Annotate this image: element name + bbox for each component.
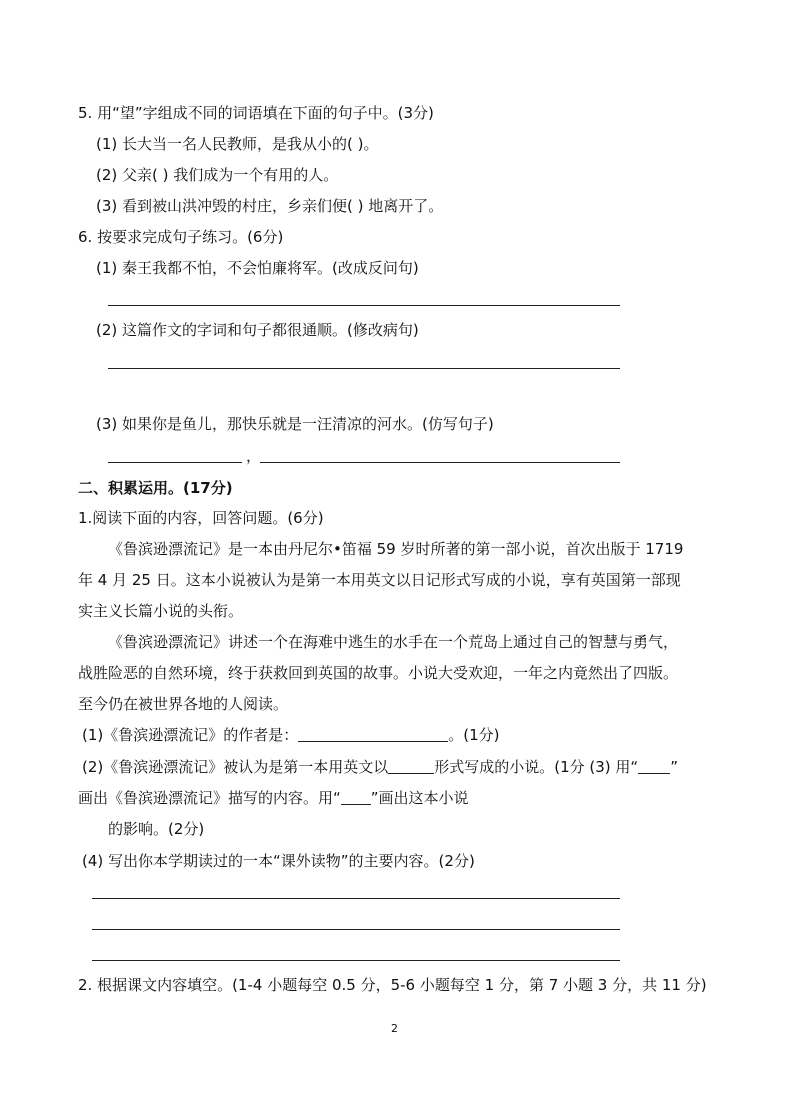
passage-p2-line-3: 至今仍在被世界各地的人阅读。 [78, 695, 289, 713]
passage-p2-line-1: 《鲁滨逊漂流记》讲述一个在海难中逃生的水手在一个荒岛上通过自己的智慧与勇气， [108, 633, 679, 651]
passage-p1-line-3: 实主义长篇小说的头衔。 [78, 602, 244, 620]
q6-sentence-2: (2) 这篇作文的字词和句子都很通顺。(修改病句) [96, 321, 419, 339]
q1-sub-3-text: 画出《鲁滨逊漂流记》描写的内容。用“ [78, 789, 341, 807]
q6-answer-line-1[interactable] [108, 305, 620, 306]
q1-sub-1 [82, 725, 500, 745]
q1-sub-4: (4) 写出你本学期读过的一本“课外读物”的主要内容。(2分) [82, 852, 475, 870]
page-number: 2 [391, 1022, 398, 1035]
q1-sub-2-text-b: 形式写成的小说。(1分 (3) 用“ [434, 758, 639, 776]
q5-sentence-1: (1) 长大当一名人民教师，是我从小的( )。 [96, 135, 379, 153]
q5-sentence-2: (2) 父亲( ) 我们成为一个有用的人。 [96, 166, 339, 184]
q6-answer-line-2[interactable] [108, 368, 620, 369]
q1-sub-3-blank[interactable] [341, 788, 371, 805]
q1-sub-3-continued: 的影响。(2分) [108, 820, 205, 838]
passage-p1-line-2: 年 4 月 25 日。这本小说被认为是第一本用英文以日记形式写成的小说，享有英国第一部现 [78, 571, 681, 589]
q6-sentence-3: (3) 如果你是鱼儿，那快乐就是一汪清凉的河水。(仿写句子) [96, 415, 494, 433]
q1-answer-line-3[interactable] [92, 960, 620, 961]
q2-title: 2. 根据课文内容填空。(1-4 小题每空 0.5 分，5-6 小题每空 1 分，第 7 小题 3 分，共 11 分) [78, 976, 707, 994]
q1-sub-3 [78, 788, 469, 808]
q6-sentence-1: (1) 秦王我都不怕，不会怕廉将军。(改成反问句) [96, 259, 419, 277]
q1-sub-2-blank[interactable] [388, 757, 434, 774]
q1-sub-3-text-b: ”画出这本小说 [370, 789, 469, 807]
q6-answer-line-3b[interactable] [260, 462, 620, 463]
q1-sub-1-text: (1)《鲁滨逊漂流记》的作者是： [82, 726, 299, 744]
q1-sub-1-blank[interactable] [298, 725, 448, 742]
passage-p2-line-2: 战胜险恶的自然环境，终于获救回到英国的故事。小说大受欢迎，一年之内竟然出了四版。 [78, 664, 679, 682]
q1-sub-2-quote: ” [670, 758, 678, 776]
q5-sentence-3: (3) 看到被山洪冲毁的村庄，乡亲们便( ) 地离开了。 [96, 197, 444, 215]
q1-sub-3-mark-blank[interactable] [638, 757, 670, 774]
q1-answer-line-2[interactable] [92, 929, 620, 930]
passage-p1-line-1: 《鲁滨逊漂流记》是一本由丹尼尔•笛福 59 岁时所著的第一部小说，首次出版于 1719 [108, 540, 684, 558]
q5-title: 5. 用“望”字组成不同的词语填在下面的句子中。(3分) [78, 104, 434, 122]
q1-sub-2 [82, 757, 678, 777]
q1-title: 1.阅读下面的内容，回答问题。(6分) [78, 509, 324, 527]
q1-sub-1-score: 。(1分) [448, 726, 500, 744]
q6-comma: ， [246, 447, 262, 465]
section-2-heading: 二、积累运用。(17分) [78, 479, 233, 497]
q6-title: 6. 按要求完成句子练习。(6分) [78, 228, 284, 246]
q1-answer-line-1[interactable] [92, 898, 620, 899]
q6-answer-line-3a[interactable] [108, 462, 242, 463]
q1-sub-2-text: (2)《鲁滨逊漂流记》被认为是第一本用英文以 [82, 758, 389, 776]
